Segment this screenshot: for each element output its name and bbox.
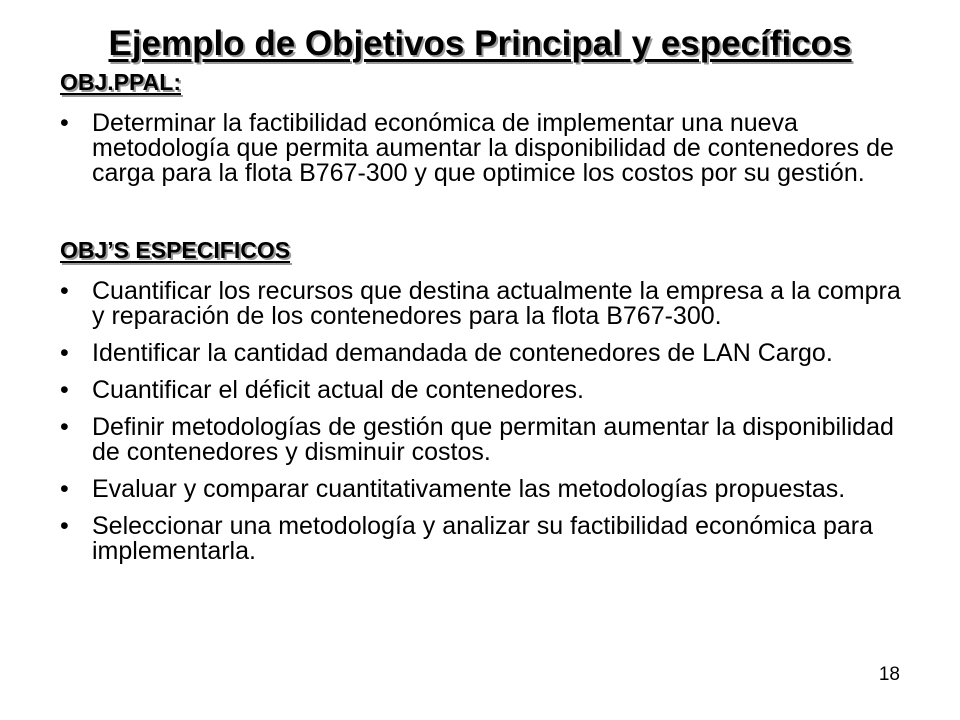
list-item <box>60 111 910 186</box>
list-item <box>60 279 910 329</box>
list-item-text: Determinar la factibilidad económica de implementar una nueva metodología que permita aumentar la disponibilidad de contenedores de carga para la flota B767-300 y que optimice los costos por su gestión. <box>92 109 894 187</box>
bullet-icon: • <box>60 339 69 367</box>
bullet-icon: • <box>60 413 69 441</box>
list-item-text: Identificar la cantidad demandada de contenedores de LAN Cargo. <box>92 339 833 367</box>
objetivos-especificos-list <box>60 279 910 576</box>
page-number: 18 <box>878 664 900 685</box>
bullet-icon: • <box>60 512 69 540</box>
list-item-text: Seleccionar una metodología y analizar su factibilidad económica para implementarla. <box>92 512 874 565</box>
list-item-text: Evaluar y comparar cuantitativamente las metodologías propuestas. <box>92 475 846 503</box>
list-item <box>60 514 910 564</box>
objetivo-principal-heading: OBJ.PPAL: <box>60 69 181 95</box>
list-item-text: Definir metodologías de gestión que permitan aumentar la disponibilidad de contenedores y disminuir costos. <box>92 413 894 466</box>
list-item <box>60 477 910 502</box>
slide-title: Ejemplo de Objetivos Principal y específicos <box>108 24 852 63</box>
list-item <box>60 378 910 403</box>
list-item <box>60 415 910 465</box>
bullet-icon: • <box>60 277 69 305</box>
bullet-icon: • <box>60 376 69 404</box>
list-item <box>60 341 910 366</box>
bullet-icon: • <box>60 475 69 503</box>
bullet-icon: • <box>60 109 69 137</box>
list-item-text: Cuantificar el déficit actual de contenedores. <box>92 376 584 404</box>
list-item-text: Cuantificar los recursos que destina actualmente la empresa a la compra y reparación de los contenedores para la flota B767-300. <box>92 277 901 330</box>
objetivos-especificos-heading: OBJ’S ESPECIFICOS <box>60 237 291 263</box>
objetivo-principal-list <box>60 111 910 198</box>
